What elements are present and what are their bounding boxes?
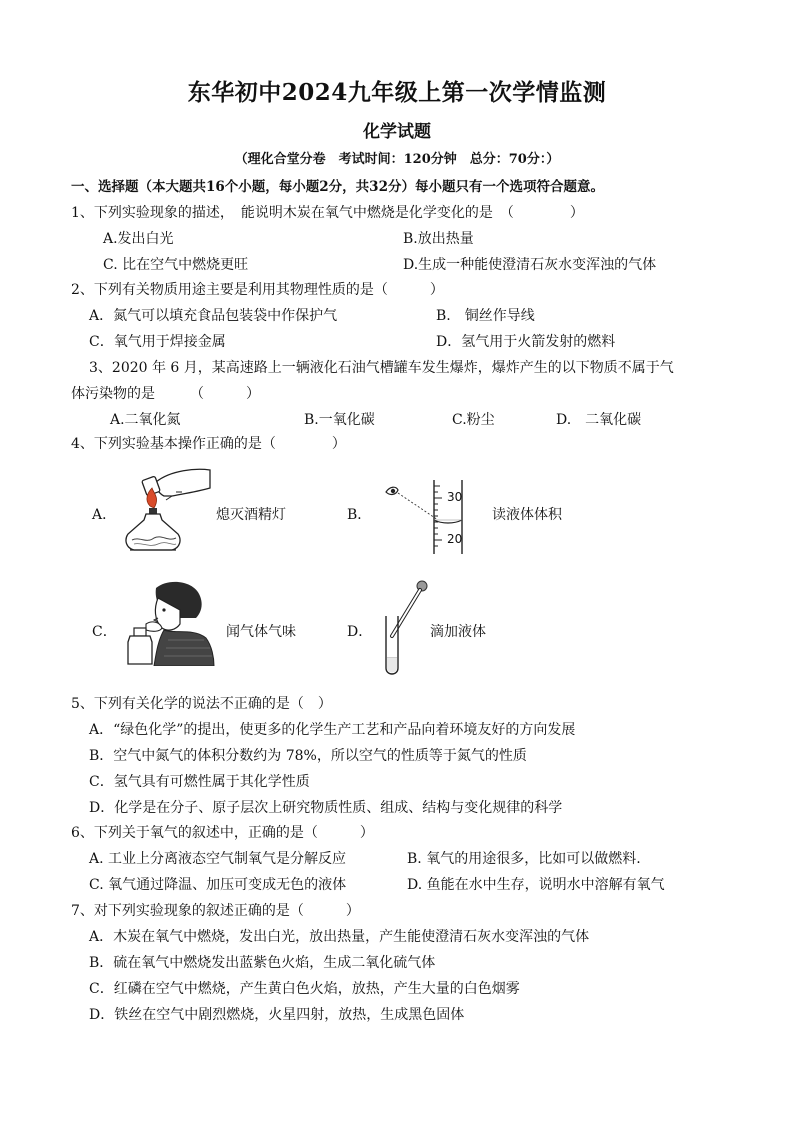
question-7-option-a: A．木炭在氧气中燃烧，发出白光，放出热量，产生能使澄清石灰水变浑浊的气体 xyxy=(89,929,590,945)
question-4-option-d-label: 滴加液体 xyxy=(430,624,486,640)
question-3-option-a: A.二氧化氮 xyxy=(110,412,181,428)
question-5-stem: 5、下列有关化学的说法不正确的是（ ） xyxy=(71,696,332,712)
question-1-option-c: C. 比在空气中燃烧更旺 xyxy=(103,257,249,273)
question-3-option-d: D. 二氧化碳 xyxy=(556,412,642,428)
question-7-stem: 7、对下列实验现象的叙述正确的是（ ） xyxy=(71,903,360,919)
question-2-option-a: A．氮气可以填充食品包装袋中作保护气 xyxy=(89,308,338,324)
question-7-option-d: D．铁丝在空气中剧烈燃烧，火星四射，放热，生成黑色固体 xyxy=(89,1007,465,1023)
question-6-option-b: B. 氧气的用途很多，比如可以做燃料. xyxy=(407,851,641,867)
question-3-option-b: B.一氧化碳 xyxy=(304,412,375,428)
question-2-option-c: C．氧气用于焊接金属 xyxy=(89,334,226,350)
dropper-test-tube-illustration xyxy=(380,580,432,680)
question-4-option-a-letter: A． xyxy=(92,507,117,523)
question-4-option-a-label: 熄灭酒精灯 xyxy=(216,507,286,523)
question-6-stem: 6、下列关于氧气的叙述中，正确的是（ ） xyxy=(71,825,374,841)
question-4-option-c-label: 闻气体气味 xyxy=(226,624,296,640)
question-3-stem-line1: 3、2020 年 6 月，某高速路上一辆液化石油气槽罐车发生爆炸，爆炸产生的以下物质不属于气 xyxy=(89,360,674,376)
section-heading: 一、选择题（本大题共16个小题，每小题2分，共32分）每小题只有一个选项符合题意。 xyxy=(71,179,604,195)
question-1-option-a: A.发出白光 xyxy=(103,231,174,247)
alcohol-lamp-illustration xyxy=(116,462,212,562)
exam-info: （理化合堂分卷 考试时间：120分钟 总分：70分：） xyxy=(234,152,560,167)
question-4-option-d-letter: D． xyxy=(347,624,373,640)
question-6-option-a: A. 工业上分离液态空气制氧气是分解反应 xyxy=(89,851,347,867)
question-6-option-c: C. 氧气通过降温、加压可变成无色的液体 xyxy=(89,877,347,893)
question-1-option-b: B.放出热量 xyxy=(403,231,474,247)
question-4-stem: 4、下列实验基本操作正确的是（ ） xyxy=(71,436,346,452)
question-5-option-d: D．化学是在分子、原子层次上研究物质性质、组成、结构与变化规律的科学 xyxy=(89,800,563,816)
question-4-option-b-label: 读液体体积 xyxy=(492,507,562,523)
page-subtitle: 化学试题 xyxy=(363,122,431,142)
question-5-option-a: A．“绿色化学”的提出，使更多的化学生产工艺和产品向着环境友好的方向发展 xyxy=(89,722,576,738)
question-5-option-c: C．氢气具有可燃性属于其化学性质 xyxy=(89,774,310,790)
smelling-gas-illustration xyxy=(124,580,216,666)
question-2-option-d: D．氢气用于火箭发射的燃料 xyxy=(436,334,616,350)
question-4-option-c-letter: C． xyxy=(92,624,117,640)
question-2-option-b: B. 铜丝作导线 xyxy=(436,308,535,324)
question-6-option-d: D. 鱼能在水中生存，说明水中溶解有氧气 xyxy=(407,877,665,893)
question-7-option-b: B．硫在氧气中燃烧发出蓝紫色火焰，生成二氧化硫气体 xyxy=(89,955,436,971)
scale-label-20: 20 xyxy=(447,532,463,546)
question-5-option-b: B．空气中氮气的体积分数约为 78%，所以空气的性质等于氮气的性质 xyxy=(89,748,527,764)
scale-label-30: 30 xyxy=(447,490,463,504)
question-3-option-c: C.粉尘 xyxy=(452,412,495,428)
question-2-stem: 2、下列有关物质用途主要是利用其物理性质的是（ ） xyxy=(71,282,444,298)
question-1-stem: 1、下列实验现象的描述， 能说明木炭在氧气中燃烧是化学变化的是 （ ） xyxy=(71,205,584,221)
question-4-option-b-letter: B． xyxy=(347,507,372,523)
question-3-stem-line2: 体污染物的是 （ ） xyxy=(71,386,260,402)
question-7-option-c: C．红磷在空气中燃烧，产生黄白色火焰，放热，产生大量的白色烟雾 xyxy=(89,981,520,997)
question-1-option-d: D.生成一种能使澄清石灰水变浑浊的气体 xyxy=(403,257,657,273)
page-title: 东华初中2024九年级上第一次学情监测 xyxy=(187,79,607,106)
